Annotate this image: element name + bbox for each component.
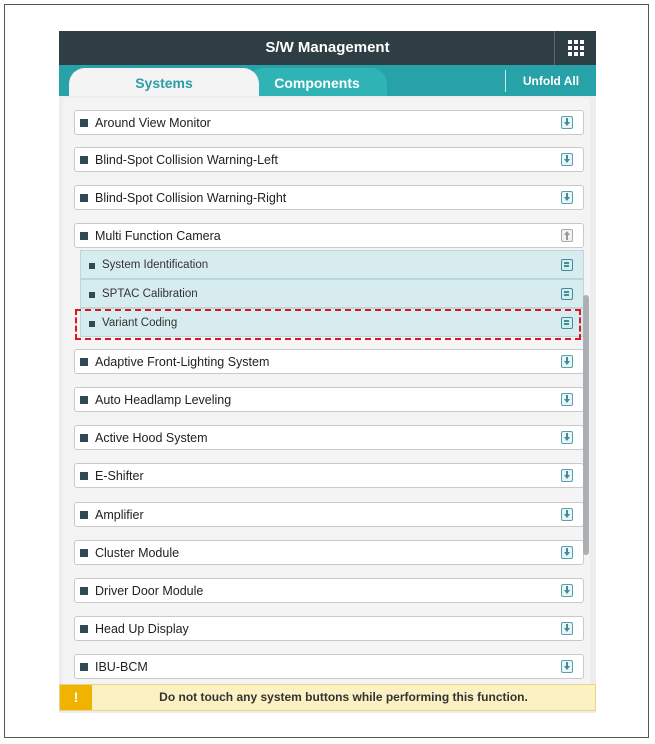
system-label: Blind-Spot Collision Warning-Left — [95, 153, 278, 167]
system-label: E-Shifter — [95, 469, 144, 483]
bullet-icon — [80, 119, 88, 127]
variant-coding-highlight — [75, 309, 581, 340]
tab-bar — [59, 65, 596, 96]
collapse-icon[interactable] — [561, 229, 573, 242]
warning-banner — [59, 684, 596, 711]
bullet-icon — [89, 263, 95, 269]
system-row-afls[interactable] — [74, 349, 584, 374]
bullet-icon — [80, 434, 88, 442]
system-row-active-hood-system[interactable] — [74, 425, 584, 450]
bullet-icon — [80, 194, 88, 202]
system-label: Amplifier — [95, 508, 144, 522]
bullet-icon — [80, 549, 88, 557]
system-row-bscw-right[interactable] — [74, 185, 584, 210]
grid-icon — [568, 40, 584, 56]
bullet-icon — [80, 232, 88, 240]
bullet-icon — [80, 511, 88, 519]
system-row-head-up-display[interactable] — [74, 616, 584, 641]
tab-components[interactable]: Components — [247, 68, 387, 96]
sw-management-window — [59, 31, 596, 713]
system-list — [63, 98, 590, 688]
download-icon[interactable] — [561, 153, 573, 166]
system-label: IBU-BCM — [95, 660, 148, 674]
title-bar — [59, 31, 596, 65]
download-icon[interactable] — [561, 355, 573, 368]
system-row-driver-door-module[interactable] — [74, 578, 584, 603]
system-row-auto-headlamp-leveling[interactable] — [74, 387, 584, 412]
system-label: Driver Door Module — [95, 584, 204, 598]
download-icon[interactable] — [561, 469, 573, 482]
document-icon[interactable] — [561, 259, 573, 271]
system-row-ibu-bcm[interactable] — [74, 654, 584, 679]
bullet-icon — [80, 472, 88, 480]
subitem-sptac-calibration[interactable] — [80, 279, 584, 308]
page-title: S/W Management — [265, 39, 390, 56]
system-label: Blind-Spot Collision Warning-Right — [95, 191, 287, 205]
warning-icon: ! — [60, 685, 92, 710]
system-label: Adaptive Front-Lighting System — [95, 355, 270, 369]
bullet-icon — [80, 625, 88, 633]
system-row-e-shifter[interactable] — [74, 463, 584, 488]
system-label: Active Hood System — [95, 431, 208, 445]
document-icon[interactable] — [561, 288, 573, 300]
warning-message: Do not touch any system buttons while performing this function. — [159, 690, 528, 704]
bullet-icon — [80, 587, 88, 595]
system-row-multi-function-camera[interactable] — [74, 223, 584, 248]
download-icon[interactable] — [561, 393, 573, 406]
system-row-amplifier[interactable] — [74, 502, 584, 527]
bullet-icon — [80, 358, 88, 366]
system-row-cluster-module[interactable] — [74, 540, 584, 565]
system-label: Multi Function Camera — [95, 229, 221, 243]
scrollbar[interactable] — [583, 295, 589, 555]
bullet-icon — [80, 396, 88, 404]
subitem-label: Variant Coding — [102, 317, 178, 329]
download-icon[interactable] — [561, 546, 573, 559]
system-row-around-view-monitor[interactable] — [74, 110, 584, 135]
download-icon[interactable] — [561, 431, 573, 444]
download-icon[interactable] — [561, 622, 573, 635]
system-label: Cluster Module — [95, 546, 180, 560]
bullet-icon — [80, 663, 88, 671]
subitem-label: System Identification — [102, 259, 209, 271]
download-icon[interactable] — [561, 116, 573, 129]
system-label: Head Up Display — [95, 622, 189, 636]
system-label: Around View Monitor — [95, 116, 211, 130]
app-menu-button[interactable] — [554, 31, 596, 65]
bullet-icon — [80, 156, 88, 164]
system-row-bscw-left[interactable] — [74, 147, 584, 172]
download-icon[interactable] — [561, 508, 573, 521]
subitem-label: SPTAC Calibration — [102, 288, 198, 300]
tab-systems[interactable]: Systems — [69, 68, 259, 96]
download-icon[interactable] — [561, 191, 573, 204]
bullet-icon — [89, 292, 95, 298]
subitem-system-identification[interactable] — [80, 250, 584, 279]
download-icon[interactable] — [561, 584, 573, 597]
download-icon[interactable] — [561, 660, 573, 673]
system-label: Auto Headlamp Leveling — [95, 393, 232, 407]
unfold-all-button[interactable]: Unfold All — [505, 70, 596, 92]
